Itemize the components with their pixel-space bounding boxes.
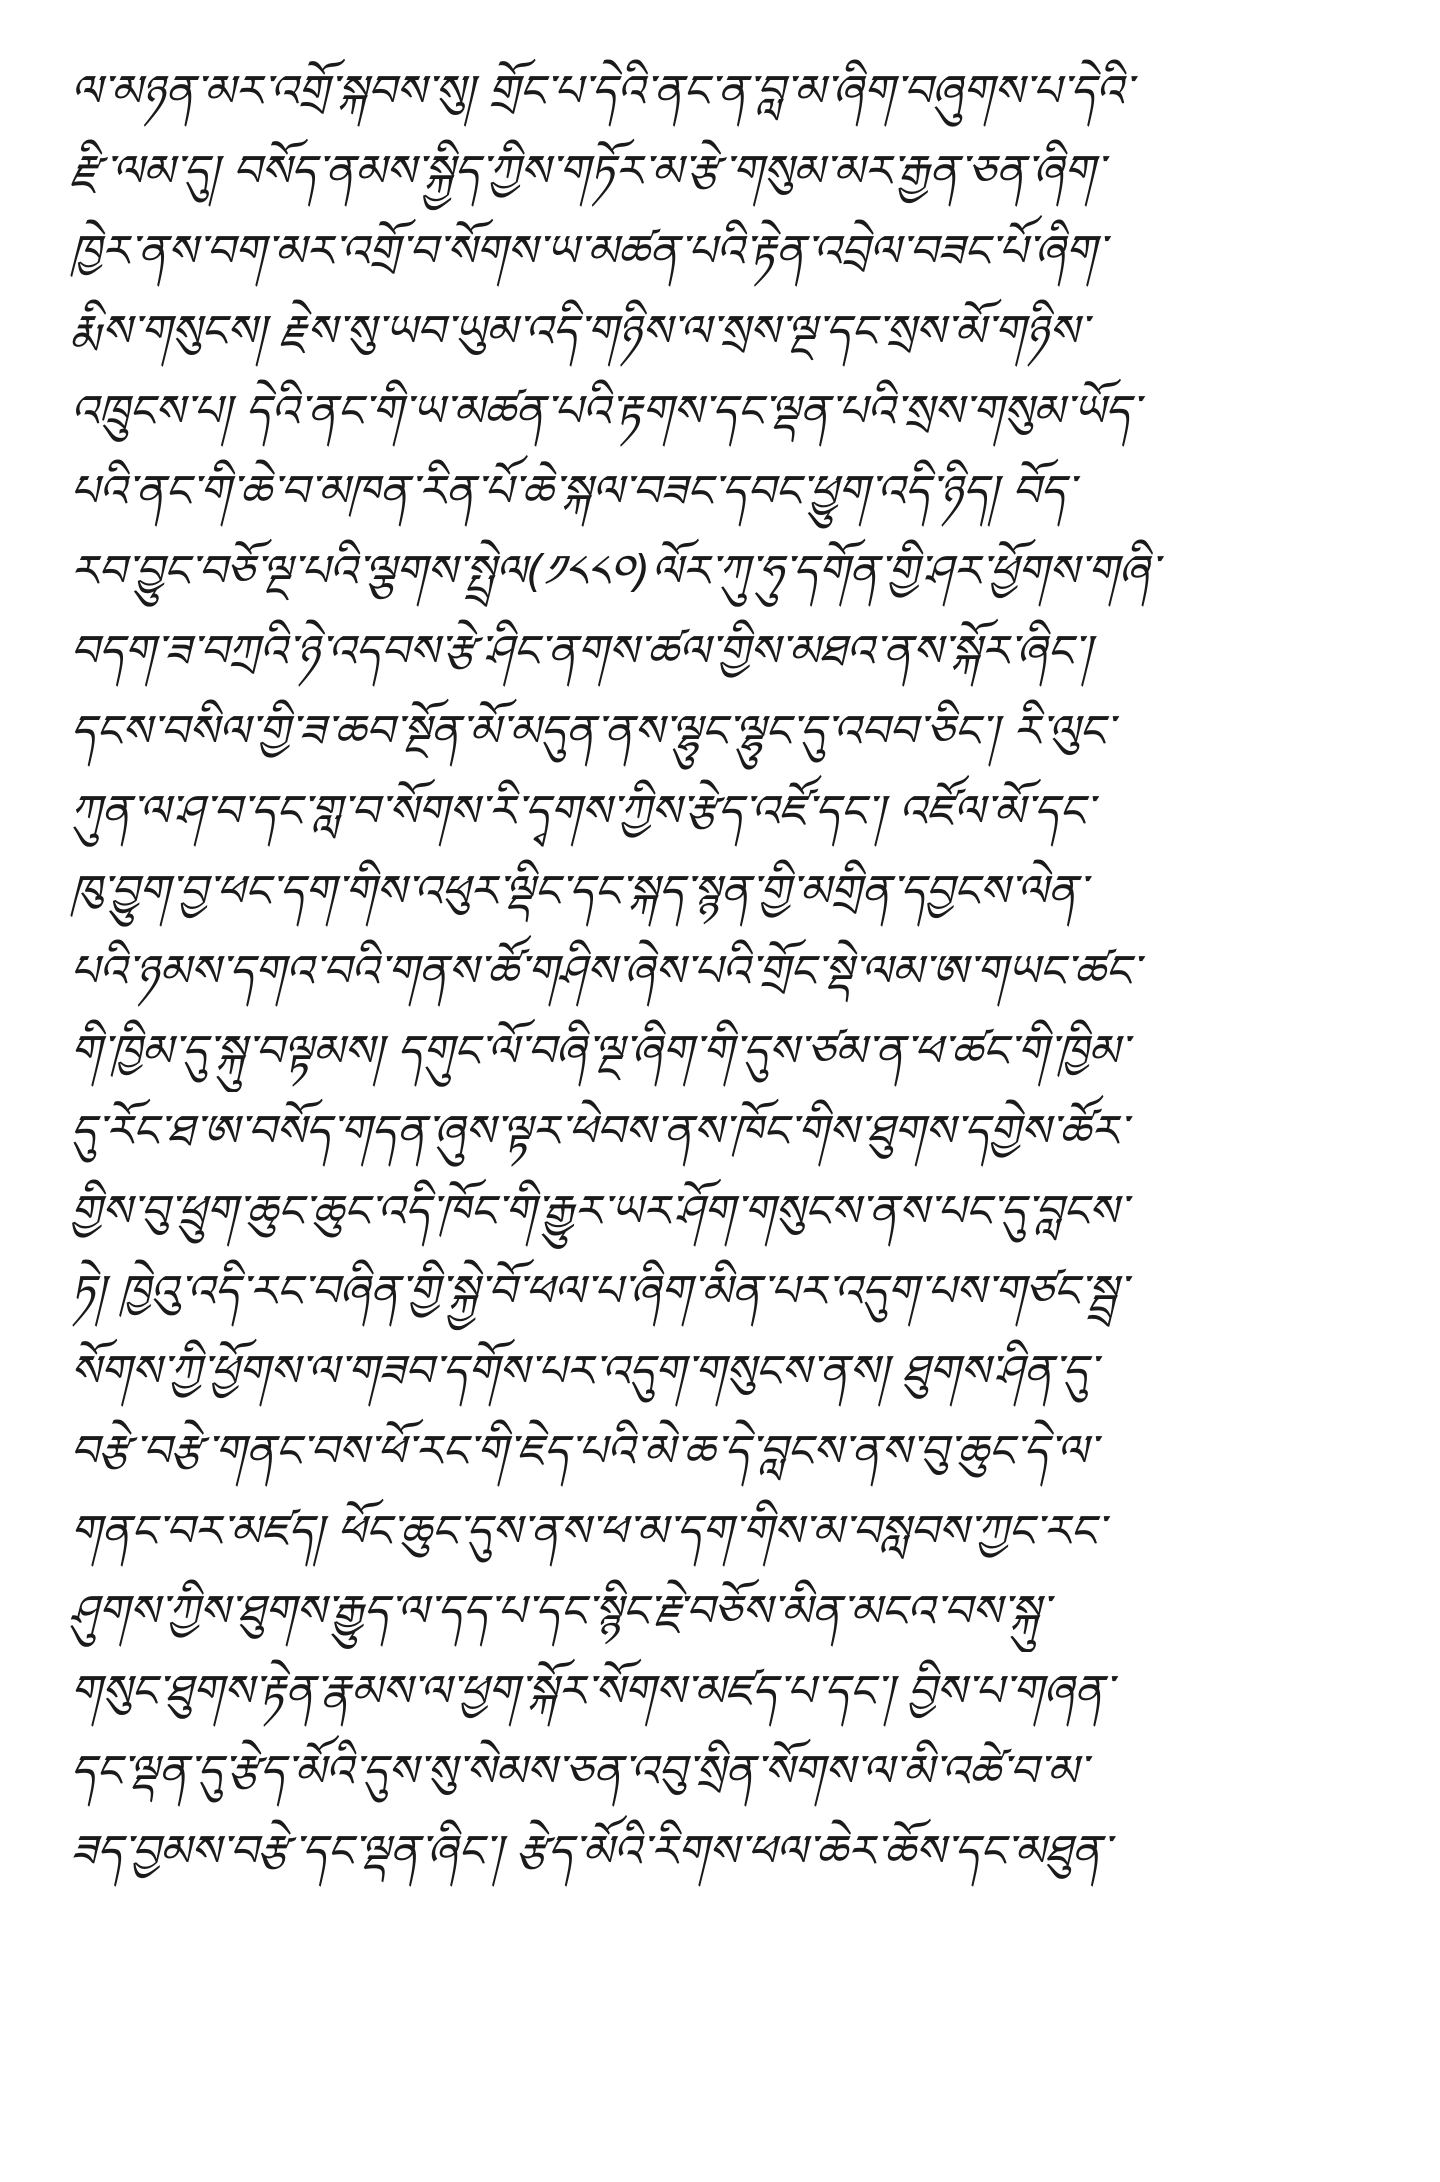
text-line: རྨིས་གསུངས། རྗེས་སུ་ཡབ་ཡུམ་འདི་གཉིས་ལ་སྲས་ལྔ་དང་སྲས་མོ་གཉིས་ (70, 306, 1088, 357)
text-line: བདག་ཟ་བཀྲའི་ཉེ་འདབས་རྩེ་ཤིང་ནགས་ཚལ་གྱིས་མཐའ་ནས་སྐོར་ཞིང་། (70, 626, 1092, 677)
text-line: པའི་ནང་གི་ཆེ་བ་མཁན་རིན་པོ་ཆེ་སྐལ་བཟང་དབང་ཕྱུག་འདི་ཉིད། བོད་ (70, 466, 1075, 517)
text-line: གི་ཁྱིམ་དུ་སྐུ་བལྟམས། དགུང་ལོ་བཞི་ལྔ་ཞིག་གི་དུས་ཙམ་ན་ཕ་ཚང་གི་ཁྱིམ་ (70, 1026, 1128, 1077)
text-line: གནང་བར་མཛད། ཕོང་ཆུང་དུས་ནས་ཕ་མ་དག་གིས་མ་བསླབས་ཀྱང་རང་ (70, 1506, 1105, 1557)
text-line: ཁྱེར་ནས་བག་མར་འགྲོ་བ་སོགས་ཡ་མཚན་པའི་རྟེན་འབྲེལ་བཟང་པོ་ཞིག་ (70, 226, 1106, 277)
text-line: ལ་མཉན་མར་འགྲོ་སྐབས་སུ། གྲོང་པ་དེའི་ནང་ན་བླ་མ་ཞིག་བཞུགས་པ་དེའི་ (70, 66, 1132, 117)
text-line: བརྩེ་བརྩེ་གནང་བས་ཕོ་རང་གི་ཇེད་པའི་མེ་ཆ་དེ་བླངས་ནས་བུ་ཆུང་དེ་ལ་ (70, 1426, 1097, 1477)
text-line: ཁུ་བྱུག་བྱ་ཕང་དག་གིས་འཕུར་ལྡིང་དང་སྐད་སྙན་གྱི་མགྲིན་དབྱངས་ལེན་ (70, 866, 1086, 917)
text-line: རབ་བྱུང་བཅོ་ལྔ་པའི་ལྕགས་སྤྲེལ(༡༨༨༠)ལོར་ཀུ་ཧུ་དགོན་གྱི་ཤར་ཕྱོགས་གཞི་ (70, 546, 1158, 597)
text-line: ཀུན་ལ་ཤ་བ་དང་གླ་བ་སོགས་རི་དྭགས་ཀྱིས་རྩེད་འཛོ་དང་། འཛོལ་མོ་དང་ (70, 786, 1094, 837)
text-line: རྫི་ལམ་དུ། བསོད་ནམས་སྐྱིད་ཀྱིས་གཏོར་མ་རྩེ་གསུམ་མར་རྒྱན་ཅན་ཞིག་ (70, 146, 1104, 197)
text-line: འཁྲུངས་པ། དེའི་ནང་གི་ཡ་མཚན་པའི་རྟགས་དང་ལྡན་པའི་སྲས་གསུམ་ཡོད་ (70, 386, 1140, 437)
text-line: པའི་ཉམས་དགའ་བའི་གནས་ཚོ་གཤིས་ཞེས་པའི་གྲོང་སྡེ་ལམ་ཨ་གཡང་ཚང་ (70, 946, 1140, 997)
text-line: གྱིས་བུ་ཕྲུག་ཆུང་ཆུང་འདི་ཁོང་གི་རྒྱུར་ཡར་ཤོག་གསུངས་ནས་པང་དུ་བླངས་ (70, 1186, 1127, 1237)
text-line: ཏེ། ཁྱེའུ་འདི་རང་བཞིན་གྱི་སྐྱེ་བོ་ཕལ་པ་ཞིག་མིན་པར་འདུག་པས་གཙང་སྦྲ་ (70, 1266, 1127, 1317)
text-line: དང་ལྡན་དུ་རྩེད་མོའི་དུས་སུ་སེམས་ཅན་འབུ་སྲིན་སོགས་ལ་མི་འཚེ་བ་མ་ (70, 1746, 1087, 1797)
text-line: དངས་བསིལ་གྱི་ཟ་ཆབ་སྔོན་མོ་མདུན་ནས་ལྷུང་ལྷུང་དུ་འབབ་ཅིང་། རི་ལུང་ (70, 706, 1114, 757)
tibetan-text-block (70, 52, 1330, 1892)
text-line: སོགས་ཀྱི་ཕྱོགས་ལ་གཟབ་དགོས་པར་འདུག་གསུངས་ནས། ཐུགས་ཤིན་དུ་ (70, 1346, 1097, 1397)
text-line: ཟད་བྱམས་བརྩེ་དང་ལྡན་ཞིང་། རྩེད་མོའི་རིགས་ཕལ་ཆེར་ཆོས་དང་མཐུན་ (70, 1826, 1110, 1877)
text-line: གསུང་ཐུགས་རྟེན་རྣམས་ལ་ཕྱག་སྐོར་སོགས་མཛད་པ་དང་། བྱིས་པ་གཞན་ (70, 1666, 1113, 1717)
text-line: ཤུགས་ཀྱིས་ཐུགས་རྒྱུད་ལ་དད་པ་དང་སྙིང་རྗེ་བཅོས་མིན་མངའ་བས་སྐུ་ (70, 1586, 1049, 1637)
text-line: དུ་རོང་ཐ་ཨ་བསོད་གདན་ཞུས་ལྟར་ཕེབས་ནས་ཁོང་གིས་ཐུགས་དགྱེས་ཚོར་ (70, 1106, 1127, 1157)
